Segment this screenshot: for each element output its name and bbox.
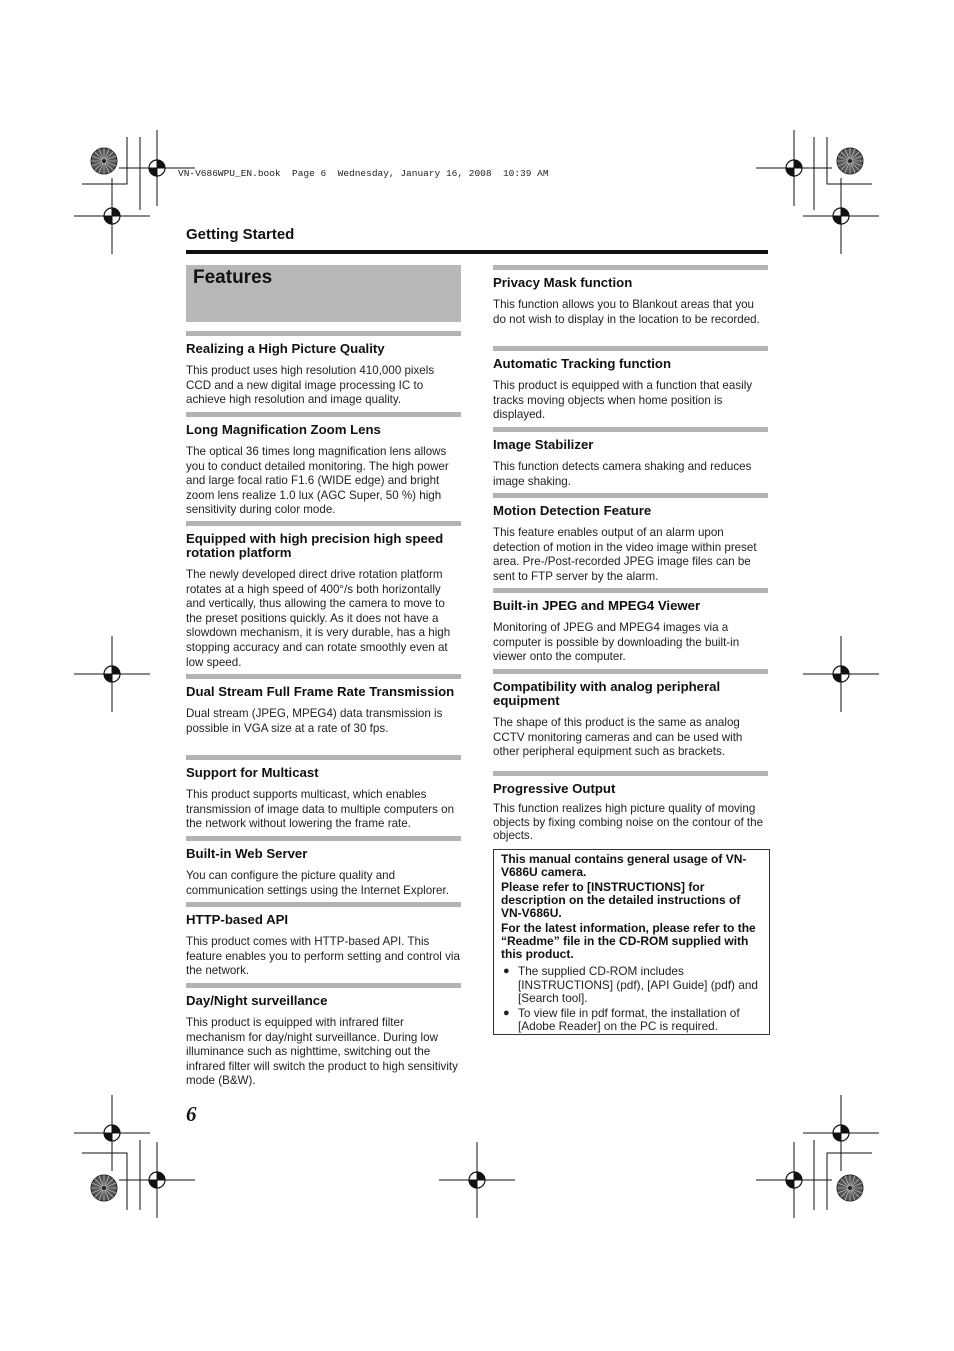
feature-title: HTTP-based API (186, 912, 289, 927)
feature-section (493, 346, 768, 427)
feature-body: This function detects camera shaking and reduces image shaking. (493, 460, 752, 488)
feature-title: Privacy Mask function (493, 275, 633, 290)
feature-body: This product comes with HTTP-based API. This feature enables you to perform setting and control via the network. (186, 935, 460, 978)
note-bullet (501, 965, 762, 1006)
feature-title: Motion Detection Feature (493, 503, 652, 518)
feature-body: This product supports multicast, which enables transmission of image data to multiple computers on the network without lowering the frame rate. (186, 788, 455, 831)
left-column (186, 331, 461, 1089)
feature-body: Monitoring of JPEG and MPEG4 images via a computer is possible by downloading the built-in viewer onto the computer. (493, 621, 740, 664)
feature-section (186, 674, 461, 755)
feature-title: Support for Multicast (186, 765, 319, 780)
feature-title: Realizing a High Picture Quality (186, 341, 385, 356)
page-number: 6 (186, 1102, 197, 1126)
section-label: Getting Started (186, 226, 295, 243)
feature-title: Day/Night surveillance (186, 993, 328, 1008)
file-slug: VN-V686WPU_EN.book Page 6 Wednesday, January 16, 2008 10:39 AM (178, 168, 549, 179)
feature-title: Compatibility with analog peripheral equipment (493, 679, 721, 708)
feature-title: Built-in JPEG and MPEG4 Viewer (493, 598, 701, 613)
feature-body: This product is equipped with infrared filter mechanism for day/night surveillance. During low illuminance such as nighttime, switching out the infrared filter will switch the product to high sensitivity mode (B&W). (186, 1016, 458, 1088)
feature-section (186, 331, 461, 412)
feature-body: The optical 36 times long magnification lens allows you to conduct detailed monitoring. The high power and large focal ratio F1.6 (WIDE edge) and bright zoom lens realize 1.0 lux (AGC Super, 50 %) high sensitivity during color mode. (186, 445, 449, 517)
feature-section (186, 521, 461, 674)
feature-body: This function allows you to Blankout areas that you do not wish to display in the location to be recorded. (493, 298, 760, 326)
feature-body: You can configure the picture quality and communication settings using the Internet Explorer. (186, 869, 449, 897)
feature-section (186, 412, 461, 521)
feature-section (493, 771, 768, 843)
note-box (493, 849, 770, 1035)
feature-title: Long Magnification Zoom Lens (186, 422, 381, 437)
feature-title: Equipped with high precision high speed rotation platform (186, 531, 444, 560)
right-column (493, 265, 768, 843)
note-bullet-text: To view file in pdf format, the installation of [Adobe Reader] on the PC is required. (518, 1005, 740, 1034)
feature-section (493, 588, 768, 669)
note-line: This manual contains general usage of VN-V686U camera. (501, 852, 747, 879)
feature-body: Dual stream (JPEG, MPEG4) data transmission is possible in VGA size at a rate of 30 fps. (186, 707, 443, 735)
feature-body: The shape of this product is the same as analog CCTV monitoring cameras and can be used with other peripheral equipment such as brackets. (493, 716, 743, 759)
note-bullet (501, 1007, 762, 1034)
feature-title: Built-in Web Server (186, 846, 308, 861)
bullet-icon: ● (503, 965, 510, 977)
feature-section (493, 265, 768, 346)
note-bullet-text: The supplied CD-ROM includes [INSTRUCTIONS] (pdf), [API Guide] (pdf) and [Search tool]. (518, 964, 758, 1006)
note-line: Please refer to [INSTRUCTIONS] for description on the detailed instructions of VN-V686U. (501, 880, 741, 920)
feature-section (493, 669, 768, 771)
feature-section (186, 902, 461, 983)
feature-section (186, 983, 461, 1089)
feature-body: This function realizes high picture quality of moving objects by fixing combing noise on the contour of the objects. (493, 802, 764, 843)
header-rule (186, 250, 768, 254)
feature-title: Image Stabilizer (493, 437, 594, 452)
note-bullet-list (501, 965, 762, 1034)
page-title-box (186, 265, 461, 322)
feature-section (186, 836, 461, 902)
feature-title: Automatic Tracking function (493, 356, 672, 371)
feature-section (186, 755, 461, 836)
feature-body: This feature enables output of an alarm upon detection of motion in the video image within preset area. Pre-/Post-recorded JPEG image files can be sent to FTP server by the alarm. (493, 526, 757, 583)
feature-section (493, 427, 768, 493)
page-title: Features (193, 267, 273, 288)
note-line: For the latest information, please refer to the “Readme” file in the CD-ROM supplied with this product. (501, 921, 756, 961)
feature-title: Dual Stream Full Frame Rate Transmission (186, 684, 455, 699)
feature-section (493, 493, 768, 588)
bullet-icon: ● (503, 1006, 510, 1019)
feature-body: The newly developed direct drive rotation platform rotates at a high speed of 400°/s both horizontally and vertically, thus allowing the camera to move to the preset positions quickly. As it does not have a slowdown mechanism, it is very durable, has a high stopping accuracy and can rotate smoothly even at low speed. (186, 568, 451, 669)
feature-title: Progressive Output (493, 781, 616, 796)
feature-body: This product is equipped with a function that easily tracks moving objects when home position is displayed. (493, 379, 753, 422)
feature-body: This product uses high resolution 410,000 pixels CCD and a new digital image processing IC to achieve high resolution and image quality. (186, 364, 435, 407)
